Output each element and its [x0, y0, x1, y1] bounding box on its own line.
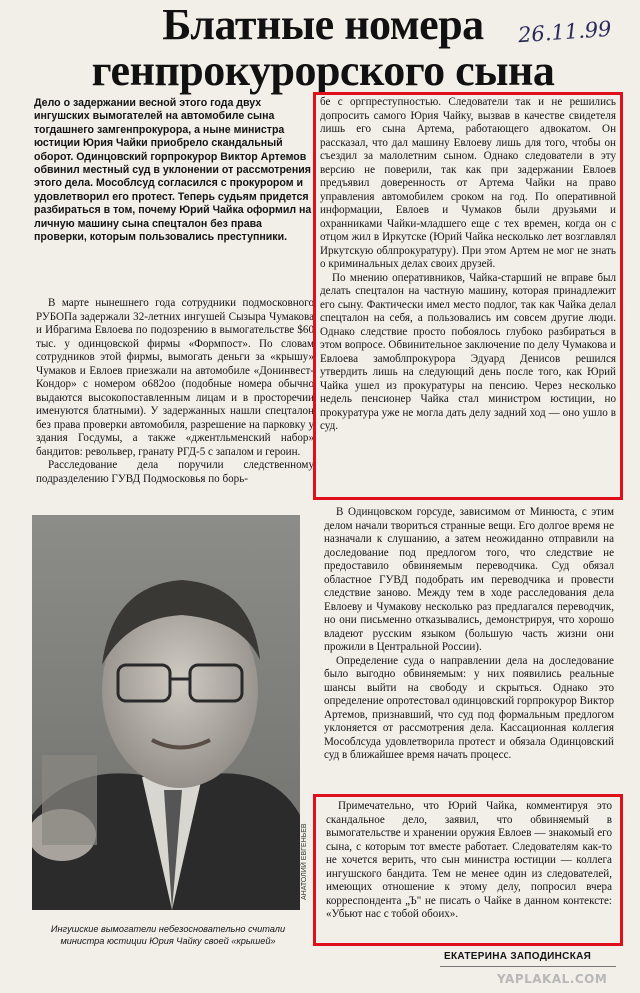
byline-rule — [440, 966, 616, 967]
article-paragraph: Примечательно, что Юрий Чайка, комментируя это скандальное дело, заявил, что обвиняемый в вымогательстве и хранении оружия Евлоев — знакомый его сына, с которым тот вместе работает. Следователям как-то не хочется верить, что сын министра юстиции — коллега ингушского бандита. Тем не менее один из следователей, имеющих отношение к этому делу, попросил вчера корреспондента „Ъ" не писать о Чайке в данном контексте: «Убьют нас с тобой обоих». — [326, 800, 612, 920]
highlight-box-top — [313, 92, 623, 500]
author-byline: ЕКАТЕРИНА ЗАПОДИНСКАЯ — [444, 951, 592, 962]
article-paragraph: бе с оргпреступностью. Следователи так и не решились допросить самого Юрия Чайку, вызвав в качестве свидетеля лишь его сына Артема, работающего адвокатом. Он рассказал, что дал машину Евлоеву лишь для того, чтобы он съездил за малолетним сыном. Однако следователи в эту версию не поверили, так как при задержании Евлоев предъявил доверенность от Артема Чайки на право управления автомобилем сроком на год. По оперативной информации, Евлоев и Чумаков были друзьями и охранниками Чайки-младшего еще с тех времен, когда он с отцом жил в Иркутске (Юрий Чайка несколько лет возглавлял Иркутскую облпрокуратуру). При этом Артем не мог не знать о криминальных делах своих друзей. — [320, 96, 616, 270]
article-paragraph: По мнению оперативников, Чайка-старший не вправе был делать спецталон на частную машину, которая принадлежит его сыну. Фактически имел место подлог, так как Чайка делал спецталон на себя, а пользовались им совсем другие люди. Однако следствие просто побоялось глубоко разбираться в этом вопросе. Обвинительное заключение по делу Чумакова и Евлоева замоблпрокурора Эдуард Денисов решился утвердить лишь на следующий день после того, как Юрий Чайка ушел из прокуратуры на пенсию. Через несколько недель пенсионер Чайка стал министром юстиции, но прокуратура уже не могла дать делу задний ход — оно ушло в суд. — [320, 271, 616, 432]
portrait-photo — [32, 515, 300, 910]
handwritten-date: 26.11.99 — [517, 16, 613, 48]
article-paragraph: В марте нынешнего года сотрудники подмосковного РУБОПа задержали 32-летних ингушей Сызыра Чумакова и Ибрагима Евлоева по подозрению в вымогательстве $60 тыс. у одинцовской фирмы «Формпост». По словам сотрудников этой фирмы, вымогать деньги за «крышу» Чумаков и Евлоев приезжали на автомобиле «Донинвест-Кондор» с номером о682оо (подобные номера обычно выдаются высокопоставленным лицам и в просторечии именуются блатными). У задержанных нашли спецталон без права проверки автомобиля, разрешение на парковку у здания Госдумы, а также «джентльменский набор» бандитов: револьвер, гранату РГД-5 с запалом и героин. — [36, 297, 314, 458]
portrait-photo-image — [32, 515, 300, 910]
site-watermark: YAPLAKAL.COM — [497, 972, 608, 986]
article-paragraph: Расследование дела поручили следственному подразделению ГУВД Подмосковья по борь- — [36, 459, 314, 485]
photo-caption: Ингушские вымогатели небезосновательно считали министра юстиции Юрия Чайку своей «крышей» — [50, 924, 286, 947]
headline: Блатные номера генпрокурорского сына — [91, 0, 555, 95]
left-column-text — [36, 297, 314, 486]
lead-paragraph: Дело о задержании весной этого года двух ингушских вымогателей на автомобиле сына тогдашнего замгенпрокурора, а ныне министра юстиции Юрия Чайки приобрело скандальный оборот. Одинцовский горпрокурор Виктор Артемов обвинил местный суд в уклонении от рассмотрения этого дела. Мособлсуд согласился с прокурором и удовлетворил его протест. Теперь судьям придется разбираться в том, почему Юрий Чайка оформил на личную машину сына спецталон без права проверки, которым пользовались преступники. — [34, 97, 312, 244]
highlight-box-bottom — [313, 794, 623, 946]
article-paragraph: Определение суда о направлении дела на доследование было выгодно обвиняемым: у них появились реальные шансы выйти на свободу и скрыться. Однако это определение опротестовал одинцовский горпрокурор Виктор Артемов, признавший, что суд под формальным предлогом уклоняется от рассмотрения дела. Кассационная коллегия Мособлсуда удовлетворила протест и обязала Одинцовский суд в ближайшее время начать процесс. — [324, 654, 614, 761]
photo-credit: АНАТОЛИЙ ЕВГЕНЬЕВ — [301, 823, 308, 900]
right-column-middle-text — [324, 506, 614, 763]
article-paragraph: В Одинцовском горсуде, зависимом от Минюста, с этим делом начали твориться странные вещи. Его долгое время не назначали к слушанию, а затем неожиданно отправили на доследование под предлогом того, что следствие не предоставило обвиняемым переводчика. Суд обязал областное ГУВД подобрать им переводчика и провести следствие заново. Между тем в ходе расследования дела Евлоеву и Чумакову несколько раз предлагался переводчик, но они письменно отказывались, демонстрируя, что хорошо владеют русским языком (большую часть жизни они прожили в Центральной России). — [324, 506, 614, 653]
